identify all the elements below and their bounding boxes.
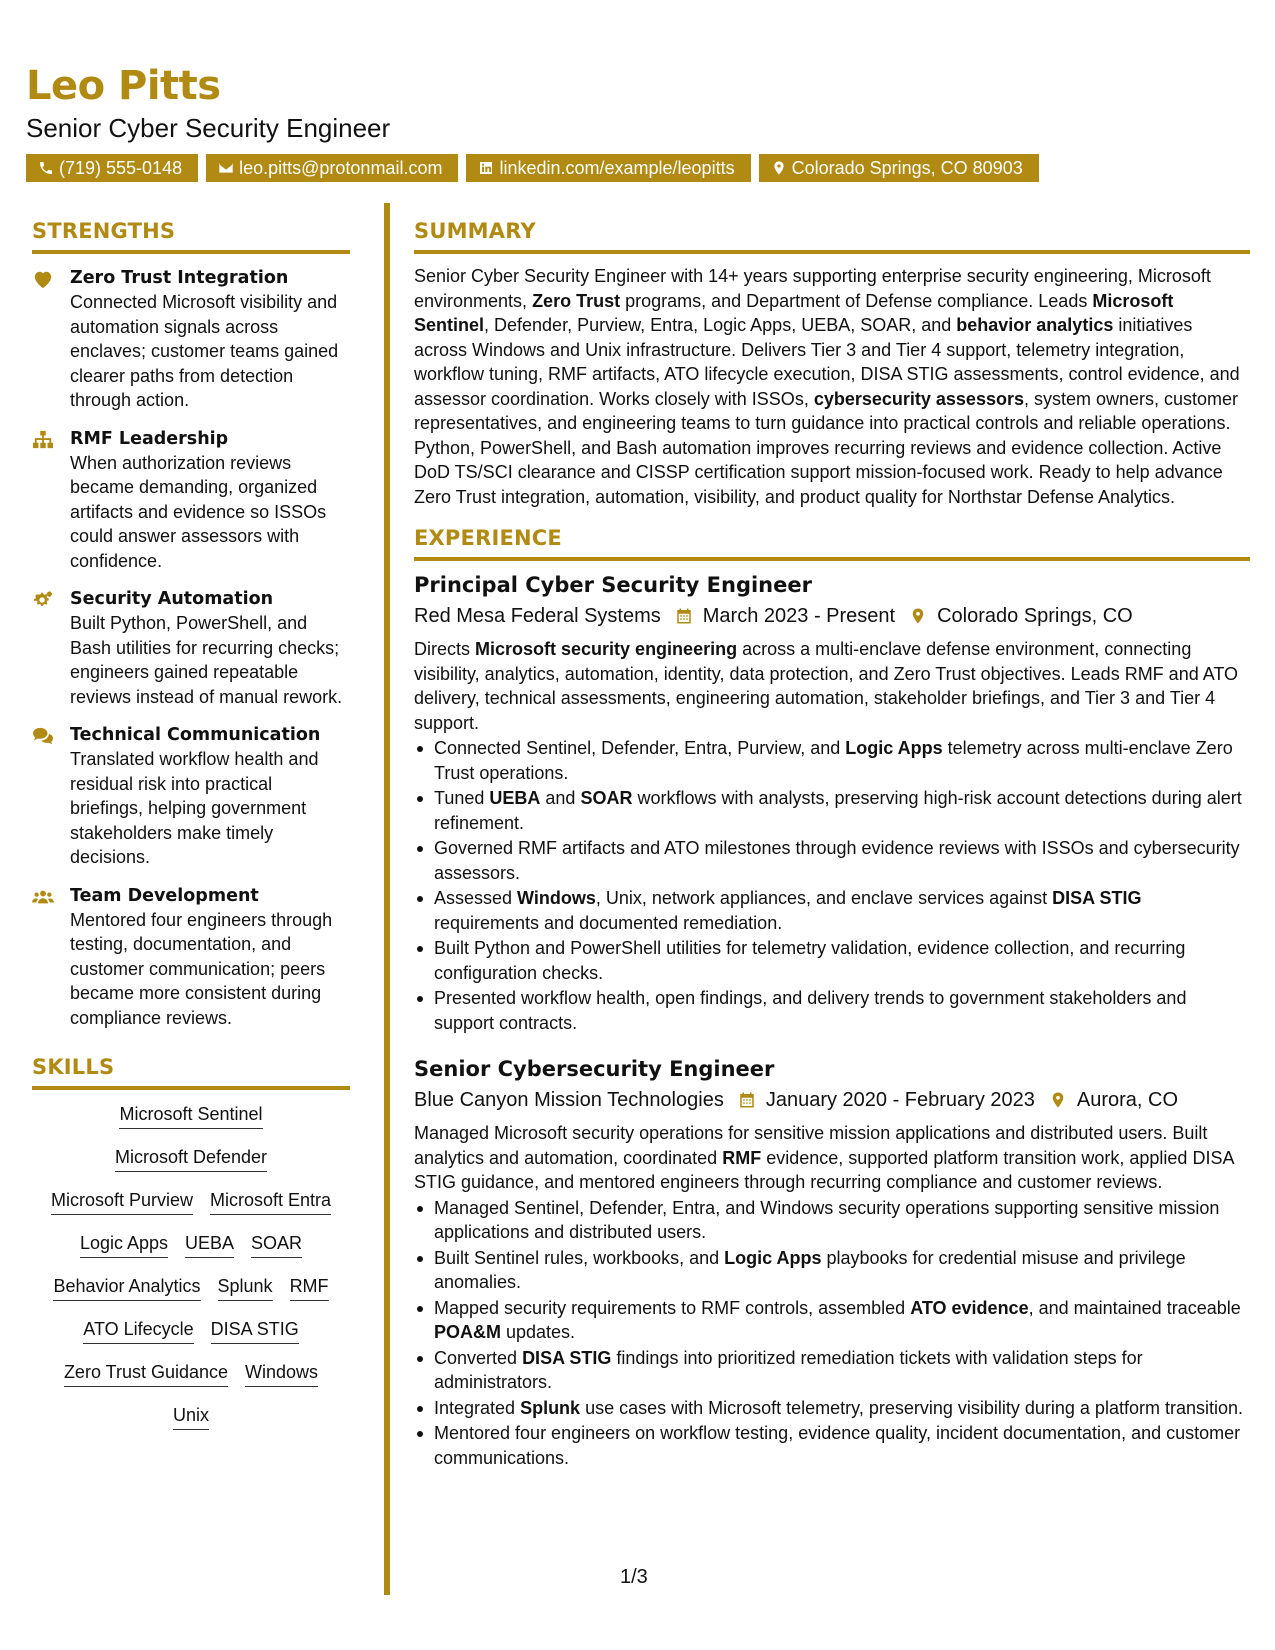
- text-run: workflows with analysts, preserving high-risk account detections during alert refinement.: [434, 788, 1242, 833]
- bullet-item: [414, 786, 1250, 835]
- job-description: [414, 637, 1250, 735]
- skill-tag: DISA STIG: [211, 1317, 299, 1344]
- text-run: Connected Sentinel, Defender, Entra, Purview, and: [434, 738, 846, 758]
- text-run: , system owners, customer representatives, and engineering teams to turn guidance into practical controls and reliable operations. Python, PowerShell, and Bash automation improves recurring reviews and evidence collection. Active DoD TS/SCI clearance and CISSP certification support mission-focused work. Ready to help advance Zero Trust integration, automation, visibility, and product quality for Northstar Defense Analytics.: [414, 388, 1239, 507]
- bold-text: Logic Apps: [724, 1247, 822, 1268]
- bullet-item: [414, 1396, 1250, 1421]
- strength-item: [32, 723, 350, 870]
- skill-tag: Zero Trust Guidance: [64, 1360, 228, 1387]
- contact-phone-text: (719) 555-0148: [59, 158, 183, 178]
- text-run: updates.: [501, 1322, 576, 1342]
- job-entry: [414, 1055, 1250, 1470]
- bullet-item: [414, 986, 1250, 1035]
- bullet-item: [414, 836, 1250, 885]
- bold-text: Splunk: [520, 1397, 581, 1418]
- org-chart-icon: [32, 430, 54, 450]
- text-run: Senior Cyber Security Engineer with 14+ years supporting enterprise security engineering, Microsoft environments,: [414, 266, 1211, 311]
- text-run: Built Python and PowerShell utilities for telemetry validation, evidence collection, and recurring configuration checks.: [434, 938, 1186, 983]
- column-divider: [384, 203, 390, 1595]
- strengths-list: [32, 266, 350, 1030]
- contact-email-text: leo.pitts@protonmail.com: [239, 158, 443, 178]
- text-run: initiatives across Windows and Unix infrastructure. Delivers Tier 3 and Tier 4 support, telemetry integration, workflow tuning, RMF artifacts, ATO lifecycle execution, DISA STIG assessments, control evidence, and assessor coordination. Works closely with ISSOs,: [414, 315, 1240, 409]
- text-run: programs, and Department of Defense compliance. Leads: [620, 290, 1093, 311]
- strength-item: [32, 587, 350, 709]
- skill-tag: Splunk: [218, 1274, 273, 1301]
- text-run: , and maintained traceable: [1028, 1297, 1241, 1318]
- job-location: Colorado Springs, CO: [937, 605, 1133, 627]
- left-column: [32, 218, 350, 1430]
- contact-location-text: Colorado Springs, CO 80903: [791, 158, 1023, 178]
- text-run: Tuned: [434, 788, 490, 808]
- job-title: Principal Cyber Security Engineer: [414, 573, 812, 597]
- linkedin-icon: [478, 160, 494, 176]
- text-run: Assessed: [434, 888, 518, 908]
- text-run: Integrated: [434, 1397, 521, 1418]
- users-icon: [32, 887, 54, 907]
- text-run: findings into prioritized remediation tickets with validation steps for administrators.: [434, 1347, 1143, 1392]
- job-company: Blue Canyon Mission Technologies: [414, 1089, 724, 1111]
- text-run: requirements and documented remediation.: [434, 912, 783, 933]
- bullet-item: [414, 936, 1250, 985]
- experience-heading: EXPERIENCE: [414, 525, 1250, 561]
- bullet-item: [414, 1196, 1250, 1245]
- bullet-item: [414, 886, 1250, 935]
- bullet-item: [414, 1296, 1250, 1345]
- bold-text: DISA STIG: [522, 1347, 612, 1368]
- text-run: across a multi-enclave defense environment, connecting visibility, analytics, automation, identity, data protection, and Zero Trust objectives. Leads RMF and ATO delivery, technical assessments, engineering automation, stakeholder briefings, and Tier 3 and Tier 4 support.: [414, 639, 1239, 733]
- map-pin-icon: [771, 160, 787, 176]
- skill-tag: Logic Apps: [80, 1231, 168, 1258]
- bold-text: behavior analytics: [956, 315, 1114, 335]
- phone-icon: [38, 160, 54, 176]
- skills-heading: SKILLS: [32, 1054, 350, 1090]
- calendar-icon: [675, 607, 693, 625]
- bold-text: cybersecurity assessors: [813, 388, 1024, 409]
- bold-text: SOAR: [580, 788, 633, 808]
- map-pin-icon: [1049, 1091, 1067, 1109]
- job-title: Senior Cybersecurity Engineer: [414, 1057, 775, 1081]
- bullet-item: [414, 1246, 1250, 1295]
- contact-bar: [26, 154, 1256, 182]
- skill-tag: Windows: [245, 1360, 318, 1387]
- job-bullets: [414, 1196, 1250, 1471]
- skill-tag: Microsoft Entra: [210, 1188, 331, 1215]
- strengths-heading: STRENGTHS: [32, 218, 350, 254]
- map-pin-icon: [909, 607, 927, 625]
- strength-desc: Translated workflow health and residual risk into practical briefings, helping government stakeholders make timely decisions.: [70, 749, 319, 867]
- envelope-icon: [218, 160, 234, 176]
- bullet-item: [414, 1421, 1250, 1470]
- skill-tag: SOAR: [251, 1231, 302, 1258]
- calendar-icon: [738, 1091, 756, 1109]
- skill-tag: Unix: [173, 1403, 209, 1430]
- chat-bubbles-icon: [32, 726, 54, 746]
- job-bullets: [414, 736, 1250, 1035]
- text-run: use cases with Microsoft telemetry, preserving visibility during a platform transition.: [580, 1397, 1243, 1418]
- strength-title: Team Development: [70, 885, 259, 906]
- candidate-title: Senior Cyber Security Engineer: [26, 113, 391, 143]
- skill-tag: Microsoft Sentinel: [119, 1102, 262, 1129]
- job-description: [414, 1121, 1250, 1195]
- text-run: Converted: [434, 1347, 523, 1368]
- skills-list: [32, 1102, 350, 1430]
- right-column: [414, 218, 1250, 1470]
- bold-text: Zero Trust: [532, 290, 621, 311]
- strength-item: [32, 884, 350, 1031]
- bold-text: Windows: [517, 888, 596, 908]
- bold-text: UEBA: [489, 788, 541, 808]
- strength-desc: Built Python, PowerShell, and Bash utilities for recurring checks; engineers gained repeatable reviews instead of manual rework.: [70, 613, 343, 707]
- text-run: and: [540, 788, 581, 808]
- strength-desc: When authorization reviews became demanding, organized artifacts and evidence so ISSOs could answer assessors with confidence.: [70, 452, 327, 571]
- job-dates: January 2020 - February 2023: [765, 1089, 1035, 1111]
- text-run: Mentored four engineers on workflow testing, evidence quality, incident documentation, and customer communications.: [434, 1423, 1241, 1468]
- text-run: Governed RMF artifacts and ATO milestones through evidence reviews with ISSOs and cybersecurity assessors.: [434, 838, 1240, 883]
- skill-tag: Microsoft Defender: [115, 1145, 267, 1172]
- gears-icon: [32, 590, 54, 610]
- bullet-item: [414, 1346, 1250, 1395]
- candidate-name: Leo Pitts: [26, 63, 221, 109]
- strength-desc: Connected Microsoft visibility and automation signals across enclaves; customer teams gained clearer paths from detection through action.: [70, 292, 339, 410]
- heart-icon: [32, 269, 54, 289]
- bold-text: Logic Apps: [845, 738, 943, 758]
- bold-text: POA&M: [434, 1322, 501, 1342]
- strength-title: Security Automation: [70, 589, 274, 609]
- job-meta: [414, 601, 1250, 631]
- contact-location: [759, 154, 1039, 182]
- job-entry: [414, 571, 1250, 1035]
- strength-title: Zero Trust Integration: [70, 268, 289, 288]
- text-run: Managed Microsoft security operations for sensitive mission applications and distributed users. Built analytics and automation, coordinated: [414, 1123, 1208, 1168]
- summary-heading: SUMMARY: [414, 218, 1250, 254]
- job-location: Aurora, CO: [1076, 1089, 1179, 1111]
- contact-email[interactable]: [206, 154, 458, 182]
- skill-tag: Behavior Analytics: [53, 1274, 200, 1301]
- text-run: , Unix, network appliances, and enclave services against: [595, 888, 1053, 908]
- skill-tag: Microsoft Purview: [51, 1188, 193, 1215]
- text-run: , Defender, Purview, Entra, Logic Apps, UEBA, SOAR, and: [484, 315, 957, 335]
- contact-linkedin[interactable]: [466, 154, 750, 182]
- strength-title: RMF Leadership: [70, 428, 229, 449]
- bold-text: ATO evidence: [910, 1297, 1029, 1318]
- contact-phone[interactable]: [26, 154, 198, 182]
- skill-tag: UEBA: [185, 1231, 234, 1258]
- strength-desc: Mentored four engineers through testing, documentation, and customer communication; peers became more consistent during compliance reviews.: [70, 909, 333, 1028]
- text-run: evidence, supported platform transition work, applied DISA STIG guidance, and mentored engineers through recurring compliance and customer reviews.: [414, 1147, 1234, 1192]
- strength-item: [32, 427, 350, 574]
- bold-text: DISA STIG: [1052, 888, 1142, 908]
- bold-text: Microsoft security engineering: [475, 639, 738, 659]
- strength-title: Technical Communication: [70, 725, 321, 745]
- bullet-item: [414, 736, 1250, 785]
- resume-header: [26, 62, 1256, 182]
- text-run: playbooks for credential misuse and privilege anomalies.: [434, 1247, 1186, 1292]
- bold-text: RMF: [722, 1147, 762, 1168]
- summary-text: [414, 264, 1250, 509]
- text-run: Managed Sentinel, Defender, Entra, and Windows security operations supporting sensitive mission applications and distributed users.: [434, 1197, 1220, 1242]
- job-meta: [414, 1085, 1250, 1115]
- text-run: Mapped security requirements to RMF controls, assembled: [434, 1297, 911, 1318]
- page-number: 1/3: [620, 1566, 648, 1588]
- job-dates: March 2023 - Present: [702, 605, 896, 627]
- contact-linkedin-text: linkedin.com/example/leopitts: [499, 158, 735, 178]
- skill-tag: ATO Lifecycle: [83, 1317, 193, 1344]
- bold-text: Microsoft Sentinel: [414, 290, 1174, 335]
- text-run: Directs: [414, 639, 476, 659]
- text-run: telemetry across multi-enclave Zero Trust operations.: [434, 738, 1233, 783]
- skill-tag: RMF: [290, 1274, 329, 1301]
- text-run: Presented workflow health, open findings, and delivery trends to government stakeholders and support contracts.: [434, 988, 1187, 1033]
- text-run: Built Sentinel rules, workbooks, and: [434, 1247, 725, 1268]
- strength-item: [32, 266, 350, 413]
- job-company: Red Mesa Federal Systems: [414, 605, 661, 627]
